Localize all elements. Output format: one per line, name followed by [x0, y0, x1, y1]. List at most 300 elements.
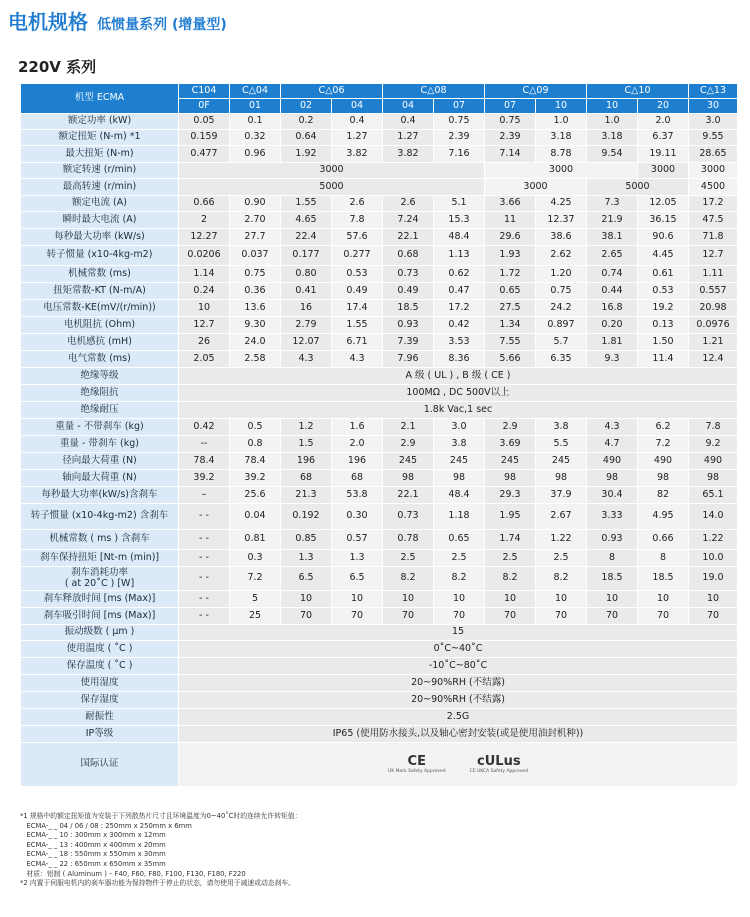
cell-value: 245 — [434, 453, 485, 470]
cell-value: 37.9 — [536, 487, 587, 504]
model-sub-3: 04 — [332, 99, 383, 114]
cell-value: 48.4 — [434, 229, 485, 246]
cell-value: 245 — [485, 453, 536, 470]
spec-row — [21, 726, 738, 743]
cell-value: 0.66 — [179, 196, 230, 212]
cell-value: 5 — [230, 591, 281, 608]
cell-value: 10 — [587, 591, 638, 608]
row-label: 保存湿度 — [21, 692, 179, 709]
cell-value: 7.14 — [485, 146, 536, 163]
cell-value: 98 — [587, 470, 638, 487]
cell-value: 12.4 — [689, 351, 738, 368]
model-sub-1: 01 — [230, 99, 281, 114]
footnote-line: 材质：铝制 ( Aluminum ) – F40, F60, F80, F100, F130, F180, F220 — [20, 869, 246, 878]
row-label: 绝缘等级 — [21, 368, 179, 385]
spec-row — [21, 351, 738, 368]
cell-value: 1.22 — [689, 530, 738, 550]
row-label: 耐振性 — [21, 709, 179, 726]
cell-value: 5.66 — [485, 351, 536, 368]
cell-value: 1.27 — [383, 130, 434, 146]
cell-value: 1.27 — [332, 130, 383, 146]
cell-value: 0.96 — [230, 146, 281, 163]
cell-value: 70 — [638, 608, 689, 625]
cell-value: 2.5G — [179, 709, 738, 726]
cell-value: 70 — [281, 608, 332, 625]
cell-value: 29.3 — [485, 487, 536, 504]
cell-value: 98 — [485, 470, 536, 487]
cell-value: 0.49 — [383, 283, 434, 300]
cell-value: 1.2 — [281, 419, 332, 436]
cell-value: 26 — [179, 334, 230, 351]
cell-value: 20~90%RH (不结露) — [179, 692, 738, 709]
cell-value: 0.66 — [638, 530, 689, 550]
cell-value: 2.5 — [383, 550, 434, 567]
cell-value: 71.8 — [689, 229, 738, 246]
row-label: 额定电流 (A) — [21, 196, 179, 212]
model-label: 机型 ECMA — [21, 84, 179, 114]
model-sub-0: 0F — [179, 99, 230, 114]
cell-value: 0.5 — [230, 419, 281, 436]
cell-value: 6.37 — [638, 130, 689, 146]
cell-value: 1.3 — [332, 550, 383, 567]
cell-value: 0.74 — [587, 266, 638, 283]
cell-value: 1.95 — [485, 504, 536, 530]
cell-value: 0.177 — [281, 246, 332, 266]
row-label: 额定转速 (r/min) — [21, 163, 179, 179]
cell-value: 3000 — [179, 163, 485, 179]
cell-value: 68 — [332, 470, 383, 487]
cell-value: 6.71 — [332, 334, 383, 351]
cell-value: 0.80 — [281, 266, 332, 283]
cell-value: 1.11 — [689, 266, 738, 283]
cell-value: 0.1 — [230, 114, 281, 130]
cell-value: 1.0 — [587, 114, 638, 130]
cell-value: 0.477 — [179, 146, 230, 163]
cell-value: 1.13 — [434, 246, 485, 266]
cell-value: 2.70 — [230, 212, 281, 229]
cell-value: 10 — [179, 300, 230, 317]
row-label: 刹车消耗功率 ( at 20˚C ) [W] — [21, 567, 179, 591]
cell-value: 12.7 — [689, 246, 738, 266]
page-subtitle: 低惯量系列 (增量型) — [97, 17, 227, 33]
row-label: 瞬时最大电流 (A) — [21, 212, 179, 229]
logo-caption: UK Mark Safety Approved — [387, 769, 446, 774]
cell-value: 17.2 — [689, 196, 738, 212]
cell-value: 10 — [383, 591, 434, 608]
cell-value: 5000 — [179, 179, 485, 196]
logo-mark: CE — [407, 754, 426, 769]
cell-value: 7.3 — [587, 196, 638, 212]
cell-value: 2.1 — [383, 419, 434, 436]
cell-value: 10 — [281, 591, 332, 608]
cert-row — [21, 743, 738, 787]
cell-value: 4.95 — [638, 504, 689, 530]
cell-value: 0.037 — [230, 246, 281, 266]
model-group-2: C△06 — [281, 84, 383, 99]
cell-value: 1.81 — [587, 334, 638, 351]
cell-value: 3000 — [638, 163, 689, 179]
cell-value: 3000 — [485, 179, 587, 196]
cell-value: 1.18 — [434, 504, 485, 530]
cell-value: 0.20 — [587, 317, 638, 334]
spec-row — [21, 470, 738, 487]
cell-value: 0.42 — [434, 317, 485, 334]
cell-value: 13.6 — [230, 300, 281, 317]
cell-value: 24.2 — [536, 300, 587, 317]
cell-value: 8.2 — [536, 567, 587, 591]
spec-row — [21, 179, 738, 196]
logo-mark: cULus — [477, 754, 521, 769]
cell-value: 20.98 — [689, 300, 738, 317]
cell-value: 3.0 — [434, 419, 485, 436]
cell-value: 0.93 — [587, 530, 638, 550]
cell-value: 1.55 — [332, 317, 383, 334]
row-label: 使用湿度 — [21, 675, 179, 692]
cell-value: 1.74 — [485, 530, 536, 550]
cell-value: 7.2 — [230, 567, 281, 591]
cell-value: 68 — [281, 470, 332, 487]
row-label: 扭矩常数-KT (N-m/A) — [21, 283, 179, 300]
cell-value: - - — [179, 567, 230, 591]
spec-row — [21, 212, 738, 229]
cell-value: 1.22 — [536, 530, 587, 550]
cell-value: 0.32 — [230, 130, 281, 146]
cell-value: 0.49 — [332, 283, 383, 300]
spec-row — [21, 163, 738, 179]
cell-value: 70 — [383, 608, 434, 625]
cell-value: - - — [179, 608, 230, 625]
spec-row — [21, 675, 738, 692]
cell-value: - - — [179, 591, 230, 608]
spec-row — [21, 692, 738, 709]
cell-value: 7.8 — [332, 212, 383, 229]
model-sub-8: 10 — [587, 99, 638, 114]
cell-value: 4.45 — [638, 246, 689, 266]
cell-value: 0.4 — [332, 114, 383, 130]
cell-value: 1.5 — [281, 436, 332, 453]
cell-value: 1.92 — [281, 146, 332, 163]
cert-logos — [179, 743, 738, 787]
cell-value: 0.05 — [179, 114, 230, 130]
spec-row — [21, 300, 738, 317]
cell-value: – — [179, 487, 230, 504]
cell-value: 12.05 — [638, 196, 689, 212]
cell-value: 11 — [485, 212, 536, 229]
cell-value: 0.64 — [281, 130, 332, 146]
cell-value: 100MΩ , DC 500V以上 — [179, 385, 738, 402]
cell-value: 78.4 — [230, 453, 281, 470]
cell-value: 0.65 — [434, 530, 485, 550]
cell-value: 48.4 — [434, 487, 485, 504]
cell-value: 0.3 — [230, 550, 281, 567]
cell-value: 8 — [587, 550, 638, 567]
cell-value: 2.0 — [638, 114, 689, 130]
spec-row — [21, 591, 738, 608]
cell-value: 0.47 — [434, 283, 485, 300]
cell-value: 3.82 — [383, 146, 434, 163]
row-label: 刹车吸引时间 [ms (Max)] — [21, 608, 179, 625]
cell-value: 10.0 — [689, 550, 738, 567]
spec-row — [21, 641, 738, 658]
spec-row — [21, 146, 738, 163]
cell-value: 3.0 — [689, 114, 738, 130]
cell-value: 0.68 — [383, 246, 434, 266]
cell-value: 3000 — [689, 163, 738, 179]
cell-value: 7.96 — [383, 351, 434, 368]
footnote-line: ECMA-_ _ 04 / 06 / 08 : 250mm x 250mm x 6mm — [20, 821, 192, 830]
cell-value: 70 — [689, 608, 738, 625]
row-label: 重量 - 不带刹车 (kg) — [21, 419, 179, 436]
cell-value: 39.2 — [230, 470, 281, 487]
row-label: 转子惯量 (x10-4kg-m2) — [21, 246, 179, 266]
cell-value: 4.7 — [587, 436, 638, 453]
cell-value: 17.2 — [434, 300, 485, 317]
cell-value: 10 — [434, 591, 485, 608]
cell-value: 9.3 — [587, 351, 638, 368]
model-group-4: C△09 — [485, 84, 587, 99]
cell-value: 1.8k Vac,1 sec — [179, 402, 738, 419]
model-sub-7: 10 — [536, 99, 587, 114]
cell-value: 3.66 — [485, 196, 536, 212]
cell-value: 25.6 — [230, 487, 281, 504]
cell-value: 9.30 — [230, 317, 281, 334]
cell-value: 490 — [587, 453, 638, 470]
cell-value: 8.2 — [434, 567, 485, 591]
row-label: 重量 - 带刹车 (kg) — [21, 436, 179, 453]
cell-value: 1.3 — [281, 550, 332, 567]
cell-value: 2.5 — [536, 550, 587, 567]
cell-value: 19.2 — [638, 300, 689, 317]
cell-value: 53.8 — [332, 487, 383, 504]
cell-value: 10 — [332, 591, 383, 608]
cell-value: 24.0 — [230, 334, 281, 351]
footnote-line: ECMA-_ _ 10 : 300mm x 300mm x 12mm — [20, 831, 166, 840]
cell-value: 9.55 — [689, 130, 738, 146]
cell-value: -10˚C~80˚C — [179, 658, 738, 675]
model-sub-9: 20 — [638, 99, 689, 114]
cell-value: 70 — [587, 608, 638, 625]
cell-value: - - — [179, 550, 230, 567]
cell-value: 1.14 — [179, 266, 230, 283]
cell-value: 9.2 — [689, 436, 738, 453]
cell-value: 70 — [485, 608, 536, 625]
row-label: 绝缘耐压 — [21, 402, 179, 419]
ce-mark-icon — [388, 755, 446, 774]
cell-value: 6.5 — [332, 567, 383, 591]
cell-value: 70 — [536, 608, 587, 625]
row-label: 径向最大荷重 (N) — [21, 453, 179, 470]
cell-value: 490 — [638, 453, 689, 470]
spec-row — [21, 550, 738, 567]
cell-value: 27.7 — [230, 229, 281, 246]
cell-value: 7.2 — [638, 436, 689, 453]
cell-value: 2.39 — [434, 130, 485, 146]
cell-value: 12.37 — [536, 212, 587, 229]
cell-value: 28.65 — [689, 146, 738, 163]
cell-value: 8.2 — [485, 567, 536, 591]
cell-value: 98 — [638, 470, 689, 487]
spec-row — [21, 368, 738, 385]
cell-value: 36.15 — [638, 212, 689, 229]
spec-row — [21, 487, 738, 504]
cell-value: 3.18 — [587, 130, 638, 146]
cell-value: 3.33 — [587, 504, 638, 530]
cell-value: 0.75 — [536, 283, 587, 300]
spec-row — [21, 402, 738, 419]
cell-value: 25 — [230, 608, 281, 625]
cell-value: 14.0 — [689, 504, 738, 530]
cell-value: 1.72 — [485, 266, 536, 283]
cell-value: 6.5 — [281, 567, 332, 591]
row-label: 电机阻抗 (Ohm) — [21, 317, 179, 334]
cell-value: 0.53 — [332, 266, 383, 283]
row-label: 刹车保持扭矩 [Nt-m (min)] — [21, 550, 179, 567]
cell-value: 0.53 — [638, 283, 689, 300]
cell-value: 0.24 — [179, 283, 230, 300]
model-group-1: C△04 — [230, 84, 281, 99]
cell-value: 0.04 — [230, 504, 281, 530]
cell-value: 11.4 — [638, 351, 689, 368]
row-label: 电气常数 (ms) — [21, 351, 179, 368]
cell-value: 0.13 — [638, 317, 689, 334]
cell-value: 0.78 — [383, 530, 434, 550]
cell-value: 0.42 — [179, 419, 230, 436]
cell-value: 0.75 — [230, 266, 281, 283]
spec-row — [21, 567, 738, 591]
page-title: 电机规格 — [8, 10, 88, 34]
cell-value: 0.159 — [179, 130, 230, 146]
model-group-6: C△13 — [689, 84, 738, 99]
cell-value: 30.4 — [587, 487, 638, 504]
cell-value: 12.07 — [281, 334, 332, 351]
cell-value: 2.5 — [434, 550, 485, 567]
cell-value: 8.36 — [434, 351, 485, 368]
row-label: 转子惯量 (x10-4kg-m2) 含刹车 — [21, 504, 179, 530]
cell-value: 245 — [383, 453, 434, 470]
cell-value: 1.0 — [536, 114, 587, 130]
spec-row — [21, 385, 738, 402]
row-label: 电压常数-KE(mV/(r/min)) — [21, 300, 179, 317]
cell-value: 8.2 — [383, 567, 434, 591]
cell-value: 0.192 — [281, 504, 332, 530]
cell-value: - - — [179, 530, 230, 550]
cell-value: 1.21 — [689, 334, 738, 351]
cell-value: 7.39 — [383, 334, 434, 351]
cell-value: 16 — [281, 300, 332, 317]
cell-value: 21.3 — [281, 487, 332, 504]
row-label: 最大扭矩 (N-m) — [21, 146, 179, 163]
spec-row — [21, 530, 738, 550]
spec-row — [21, 419, 738, 436]
footnote-line: *1 规格中的额定扭矩值为安装于下列散热片尺寸且环境温度为0~40˚C时的连续允许转矩值： — [20, 812, 302, 820]
cell-value: 12.7 — [179, 317, 230, 334]
model-sub-2: 02 — [281, 99, 332, 114]
cell-value: 22.1 — [383, 487, 434, 504]
cell-value: 2.79 — [281, 317, 332, 334]
row-label: 使用温度 ( ˚C ) — [21, 641, 179, 658]
cell-value: 0.62 — [434, 266, 485, 283]
cell-value: 4500 — [689, 179, 738, 196]
cell-value: 4.3 — [332, 351, 383, 368]
cell-value: 1.93 — [485, 246, 536, 266]
cell-value: 245 — [536, 453, 587, 470]
cell-value: 8.78 — [536, 146, 587, 163]
cell-value: 38.1 — [587, 229, 638, 246]
header-row-groups — [21, 84, 738, 99]
ul-mark-icon — [470, 755, 528, 774]
spec-row — [21, 130, 738, 146]
row-label: 刹车释放时间 [ms (Max)] — [21, 591, 179, 608]
cell-value: 98 — [536, 470, 587, 487]
cell-value: 4.25 — [536, 196, 587, 212]
spec-row — [21, 114, 738, 130]
cell-value: 0.73 — [383, 504, 434, 530]
cell-value: 38.6 — [536, 229, 587, 246]
cell-value: 82 — [638, 487, 689, 504]
cell-value: 0.557 — [689, 283, 738, 300]
cell-value: 2.9 — [485, 419, 536, 436]
series-heading: 220V 系列 — [18, 58, 97, 76]
spec-row — [21, 453, 738, 470]
cell-value: 98 — [689, 470, 738, 487]
cell-value: 0.30 — [332, 504, 383, 530]
cell-value: 5.5 — [536, 436, 587, 453]
cell-value: 0.36 — [230, 283, 281, 300]
cell-value: 5.7 — [536, 334, 587, 351]
cell-value: 6.35 — [536, 351, 587, 368]
spec-row — [21, 658, 738, 675]
cell-value: 3000 — [485, 163, 638, 179]
cell-value: 0.73 — [383, 266, 434, 283]
cell-value: 5.1 — [434, 196, 485, 212]
cell-value: 0.41 — [281, 283, 332, 300]
cell-value: 3.18 — [536, 130, 587, 146]
model-group-3: C△08 — [383, 84, 485, 99]
cell-value: 0.65 — [485, 283, 536, 300]
cell-value: 0.0976 — [689, 317, 738, 334]
spec-row — [21, 709, 738, 726]
row-label: 轴向最大荷重 (N) — [21, 470, 179, 487]
cell-value: 2.6 — [332, 196, 383, 212]
logo-caption: CE UKCA Safety Approved — [469, 769, 529, 774]
row-label: 最高转速 (r/min) — [21, 179, 179, 196]
cell-value: 6.2 — [638, 419, 689, 436]
cert-label: 国际认证 — [21, 743, 179, 787]
spec-row — [21, 608, 738, 625]
cell-value: 0.75 — [434, 114, 485, 130]
cell-value: 2.5 — [485, 550, 536, 567]
cell-value: 65.1 — [689, 487, 738, 504]
cell-value: 3.82 — [332, 146, 383, 163]
cell-value: 7.55 — [485, 334, 536, 351]
cell-value: 2.67 — [536, 504, 587, 530]
spec-table — [20, 83, 738, 787]
cell-value: 19.11 — [638, 146, 689, 163]
footnote-line: ECMA-_ _ 18 : 550mm x 550mm x 30mm — [20, 850, 166, 859]
row-label: 绝缘阻抗 — [21, 385, 179, 402]
cell-value: 39.2 — [179, 470, 230, 487]
cell-value: 2.9 — [383, 436, 434, 453]
cell-value: 18.5 — [638, 567, 689, 591]
cell-value: 8 — [638, 550, 689, 567]
cell-value: 0.75 — [485, 114, 536, 130]
cell-value: 19.0 — [689, 567, 738, 591]
row-label: 机械常数 ( ms ) 含刹车 — [21, 530, 179, 550]
cell-value: 2.05 — [179, 351, 230, 368]
cell-value: 196 — [281, 453, 332, 470]
cell-value: 4.65 — [281, 212, 332, 229]
spec-row — [21, 246, 738, 266]
